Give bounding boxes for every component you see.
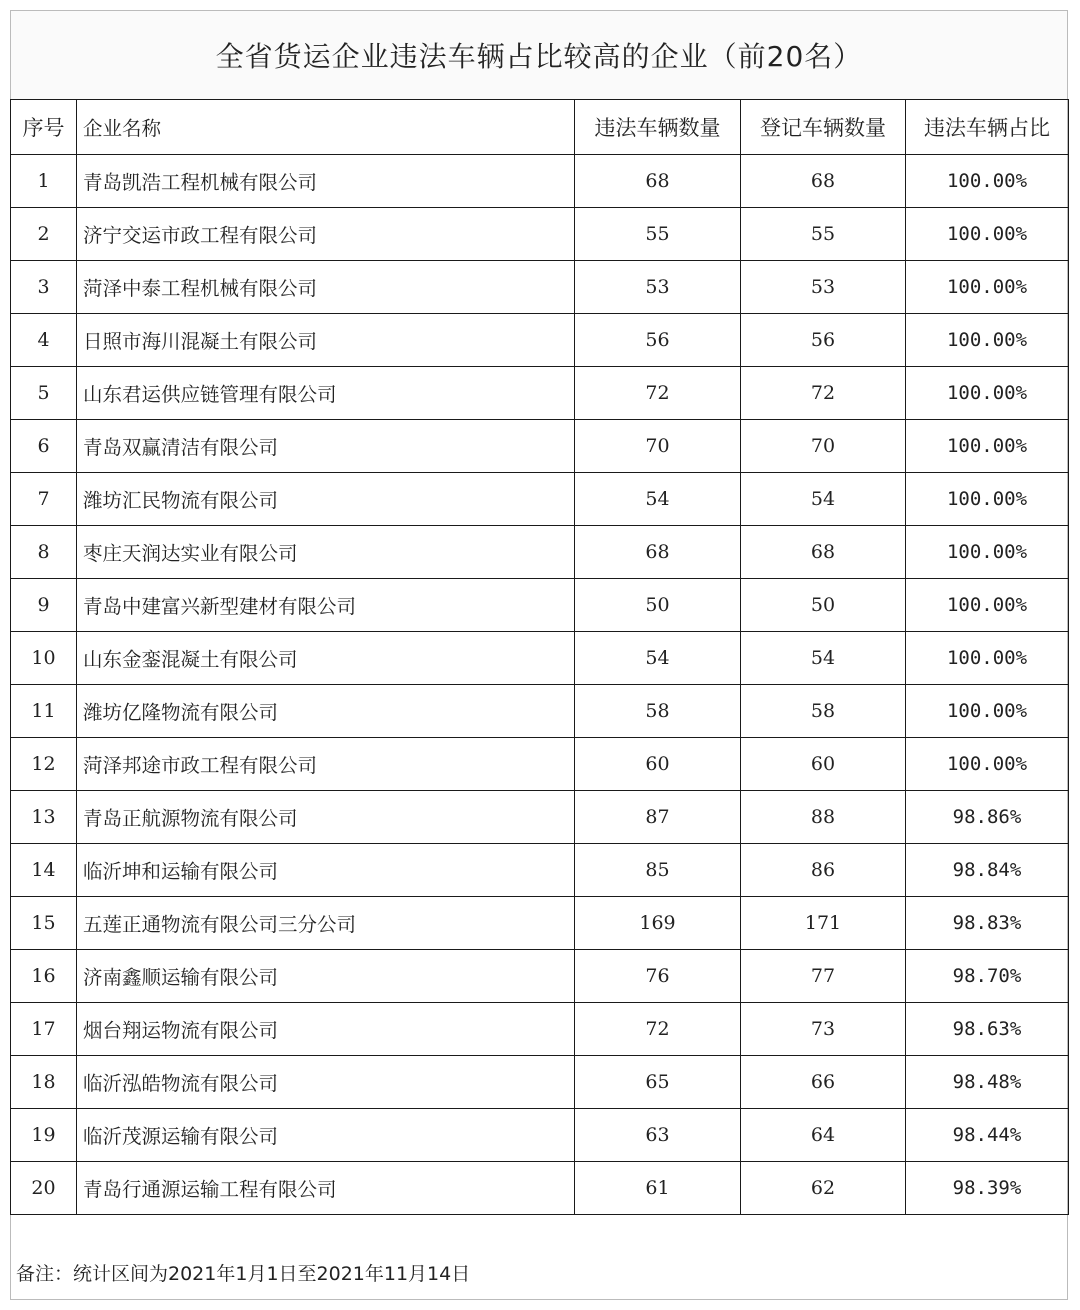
row-violation-ratio: 100.00% (906, 526, 1069, 579)
row-company-name: 济南鑫顺运输有限公司 (77, 950, 575, 1003)
row-index: 1 (11, 155, 77, 208)
row-company-name: 菏泽邦途市政工程有限公司 (77, 738, 575, 791)
row-registered-count: 66 (741, 1056, 906, 1109)
row-violation-ratio: 98.39% (906, 1162, 1069, 1215)
row-violation-ratio: 100.00% (906, 685, 1069, 738)
row-violation-ratio: 100.00% (906, 367, 1069, 420)
row-violation-ratio: 98.84% (906, 844, 1069, 897)
row-violation-ratio: 98.86% (906, 791, 1069, 844)
row-company-name: 潍坊汇民物流有限公司 (77, 473, 575, 526)
row-company-name: 临沂坤和运输有限公司 (77, 844, 575, 897)
row-violation-ratio: 100.00% (906, 208, 1069, 261)
row-registered-count: 55 (741, 208, 906, 261)
table-row (11, 791, 1069, 844)
row-violation-ratio: 98.83% (906, 897, 1069, 950)
table-row (11, 738, 1069, 791)
table-row (11, 155, 1069, 208)
table-row (11, 844, 1069, 897)
row-index: 8 (11, 526, 77, 579)
row-violation-count: 63 (575, 1109, 741, 1162)
row-index: 18 (11, 1056, 77, 1109)
row-company-name: 菏泽中泰工程机械有限公司 (77, 261, 575, 314)
row-registered-count: 54 (741, 632, 906, 685)
row-index: 3 (11, 261, 77, 314)
table-row (11, 420, 1069, 473)
table-row (11, 632, 1069, 685)
row-company-name: 青岛正航源物流有限公司 (77, 791, 575, 844)
row-violation-count: 61 (575, 1162, 741, 1215)
row-violation-ratio: 100.00% (906, 738, 1069, 791)
row-violation-count: 169 (575, 897, 741, 950)
row-violation-count: 70 (575, 420, 741, 473)
table-row (11, 685, 1069, 738)
row-index: 14 (11, 844, 77, 897)
row-violation-ratio: 100.00% (906, 473, 1069, 526)
table-row (11, 367, 1069, 420)
row-registered-count: 50 (741, 579, 906, 632)
header-ratio: 违法车辆占比 (906, 100, 1069, 155)
row-registered-count: 54 (741, 473, 906, 526)
footnote: 备注：统计区间为2021年1月1日至2021年11月14日 (16, 1263, 471, 1285)
table-row (11, 208, 1069, 261)
row-company-name: 五莲正通物流有限公司三分公司 (77, 897, 575, 950)
row-index: 2 (11, 208, 77, 261)
row-index: 11 (11, 685, 77, 738)
row-violation-count: 54 (575, 632, 741, 685)
row-index: 16 (11, 950, 77, 1003)
row-violation-count: 55 (575, 208, 741, 261)
table-row (11, 1003, 1069, 1056)
row-company-name: 临沂茂源运输有限公司 (77, 1109, 575, 1162)
header-company: 企业名称 (77, 100, 575, 155)
row-violation-count: 58 (575, 685, 741, 738)
row-company-name: 青岛中建富兴新型建材有限公司 (77, 579, 575, 632)
row-registered-count: 86 (741, 844, 906, 897)
row-index: 20 (11, 1162, 77, 1215)
row-company-name: 山东金銮混凝土有限公司 (77, 632, 575, 685)
table-row (11, 314, 1069, 367)
row-company-name: 潍坊亿隆物流有限公司 (77, 685, 575, 738)
row-violation-count: 53 (575, 261, 741, 314)
row-company-name: 山东君运供应链管理有限公司 (77, 367, 575, 420)
row-registered-count: 73 (741, 1003, 906, 1056)
table-row (11, 1162, 1069, 1215)
row-index: 12 (11, 738, 77, 791)
row-index: 15 (11, 897, 77, 950)
row-index: 6 (11, 420, 77, 473)
row-index: 17 (11, 1003, 77, 1056)
header-violations: 违法车辆数量 (575, 100, 741, 155)
table-body (11, 155, 1069, 1215)
table-row (11, 261, 1069, 314)
table-row (11, 950, 1069, 1003)
row-company-name: 青岛凯浩工程机械有限公司 (77, 155, 575, 208)
table-row (11, 526, 1069, 579)
row-violation-ratio: 98.48% (906, 1056, 1069, 1109)
row-index: 5 (11, 367, 77, 420)
row-violation-count: 87 (575, 791, 741, 844)
row-violation-ratio: 100.00% (906, 261, 1069, 314)
row-violation-count: 76 (575, 950, 741, 1003)
table-row (11, 1109, 1069, 1162)
row-registered-count: 72 (741, 367, 906, 420)
row-registered-count: 68 (741, 526, 906, 579)
row-company-name: 日照市海川混凝土有限公司 (77, 314, 575, 367)
row-company-name: 青岛行通源运输工程有限公司 (77, 1162, 575, 1215)
row-company-name: 临沂泓皓物流有限公司 (77, 1056, 575, 1109)
row-registered-count: 62 (741, 1162, 906, 1215)
row-violation-count: 72 (575, 367, 741, 420)
header-index: 序号 (11, 100, 77, 155)
row-registered-count: 68 (741, 155, 906, 208)
row-violation-count: 65 (575, 1056, 741, 1109)
row-violation-ratio: 100.00% (906, 632, 1069, 685)
row-registered-count: 88 (741, 791, 906, 844)
row-registered-count: 77 (741, 950, 906, 1003)
table-row (11, 897, 1069, 950)
row-index: 19 (11, 1109, 77, 1162)
row-index: 9 (11, 579, 77, 632)
row-violation-ratio: 100.00% (906, 420, 1069, 473)
header-row (11, 100, 1069, 155)
row-violation-count: 50 (575, 579, 741, 632)
row-registered-count: 64 (741, 1109, 906, 1162)
table-row (11, 1056, 1069, 1109)
table-row (11, 473, 1069, 526)
row-registered-count: 171 (741, 897, 906, 950)
row-violation-count: 68 (575, 155, 741, 208)
table-row (11, 579, 1069, 632)
row-registered-count: 60 (741, 738, 906, 791)
row-company-name: 烟台翔运物流有限公司 (77, 1003, 575, 1056)
row-violation-count: 56 (575, 314, 741, 367)
row-violation-count: 68 (575, 526, 741, 579)
row-violation-ratio: 98.44% (906, 1109, 1069, 1162)
row-index: 4 (11, 314, 77, 367)
row-company-name: 青岛双赢清洁有限公司 (77, 420, 575, 473)
row-violation-count: 72 (575, 1003, 741, 1056)
row-registered-count: 56 (741, 314, 906, 367)
row-violation-ratio: 100.00% (906, 155, 1069, 208)
row-company-name: 枣庄天润达实业有限公司 (77, 526, 575, 579)
row-violation-ratio: 100.00% (906, 314, 1069, 367)
row-violation-count: 60 (575, 738, 741, 791)
header-registered: 登记车辆数量 (741, 100, 906, 155)
enterprise-table (10, 99, 1069, 1215)
row-violation-count: 85 (575, 844, 741, 897)
row-registered-count: 70 (741, 420, 906, 473)
row-violation-ratio: 100.00% (906, 579, 1069, 632)
row-violation-ratio: 98.63% (906, 1003, 1069, 1056)
table-title: 全省货运企业违法车辆占比较高的企业（前20名） (11, 11, 1067, 99)
row-violation-count: 54 (575, 473, 741, 526)
row-index: 10 (11, 632, 77, 685)
row-index: 7 (11, 473, 77, 526)
row-index: 13 (11, 791, 77, 844)
row-company-name: 济宁交运市政工程有限公司 (77, 208, 575, 261)
row-violation-ratio: 98.70% (906, 950, 1069, 1003)
row-registered-count: 58 (741, 685, 906, 738)
row-registered-count: 53 (741, 261, 906, 314)
